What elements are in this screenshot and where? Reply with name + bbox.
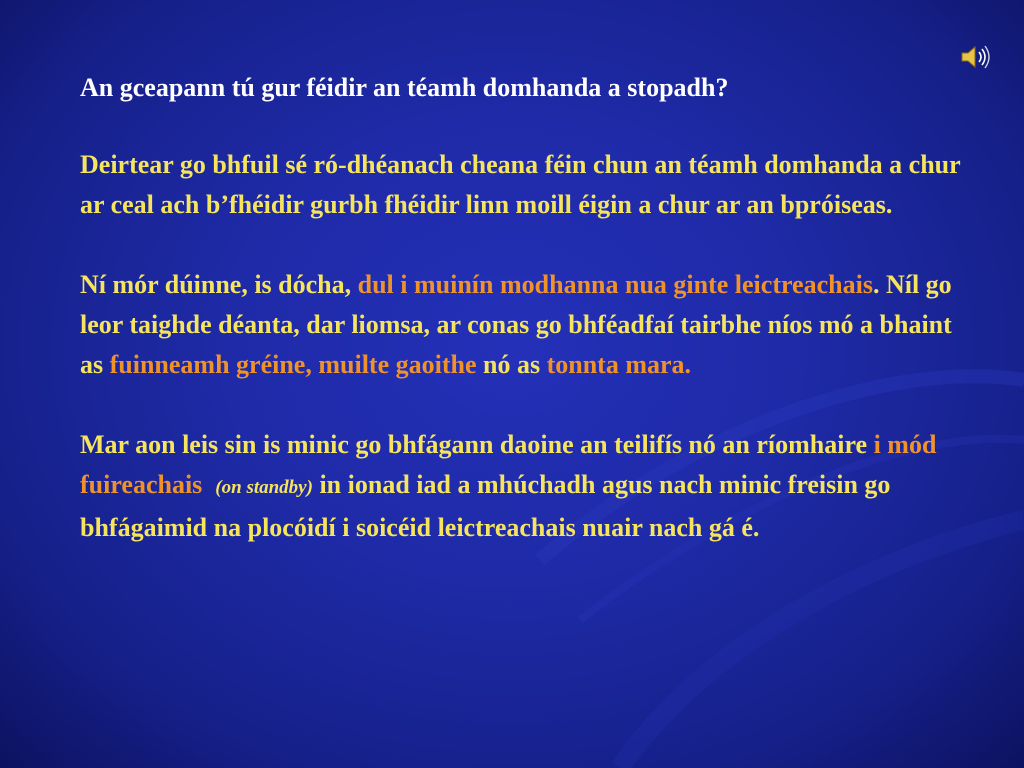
standby-note: (on standby) [215, 477, 313, 498]
paragraph-1: Deirtear go bhfuil sé ró-dhéanach cheana féin chun an téamh domhanda a chur ar ceal ach b’fhéidir gurbh fhéidir linn moill éigin a chur ar an bpróiseas. [80, 150, 961, 219]
slide-body [80, 145, 980, 548]
highlight-electricity-methods: dul i muinín modhanna nua ginte leictreachais [357, 270, 873, 299]
paragraph-3-spacer [202, 470, 215, 499]
paragraph-3-text-2: in ionad iad a mhúchadh agus nach minic freisin go bhfágaimid na plocóidí i soicéid leictreachais nuair nach gá é. [80, 470, 891, 542]
paragraph-spacer [80, 225, 980, 265]
paragraph-2 [80, 265, 980, 385]
highlight-solar-wind: fuinneamh gréine, muilte gaoithe [109, 350, 477, 379]
highlight-tidal: tonnta mara. [546, 350, 692, 379]
paragraph-2-text-3: nó as [476, 350, 547, 379]
highlight-standby-mode: i mód fuireachais [80, 430, 937, 499]
paragraph-3 [80, 425, 980, 548]
paragraph-2-text-1: Ní mór dúinne, is dócha, [80, 270, 358, 299]
paragraph-3-text-1: Mar aon leis sin is minic go bhfágann daoine an teilifís nó an ríomhaire [80, 430, 874, 459]
speaker-sound-icon[interactable] [958, 42, 992, 72]
paragraph-spacer [80, 385, 980, 425]
slide-question: An gceapann tú gur féidir an téamh domhanda a stopadh? [80, 73, 729, 102]
paragraph-2-text-2: . Níl go leor taighde déanta, dar liomsa, ar conas go bhféadfaí tairbhe níos mó a bhaint as [80, 270, 952, 379]
